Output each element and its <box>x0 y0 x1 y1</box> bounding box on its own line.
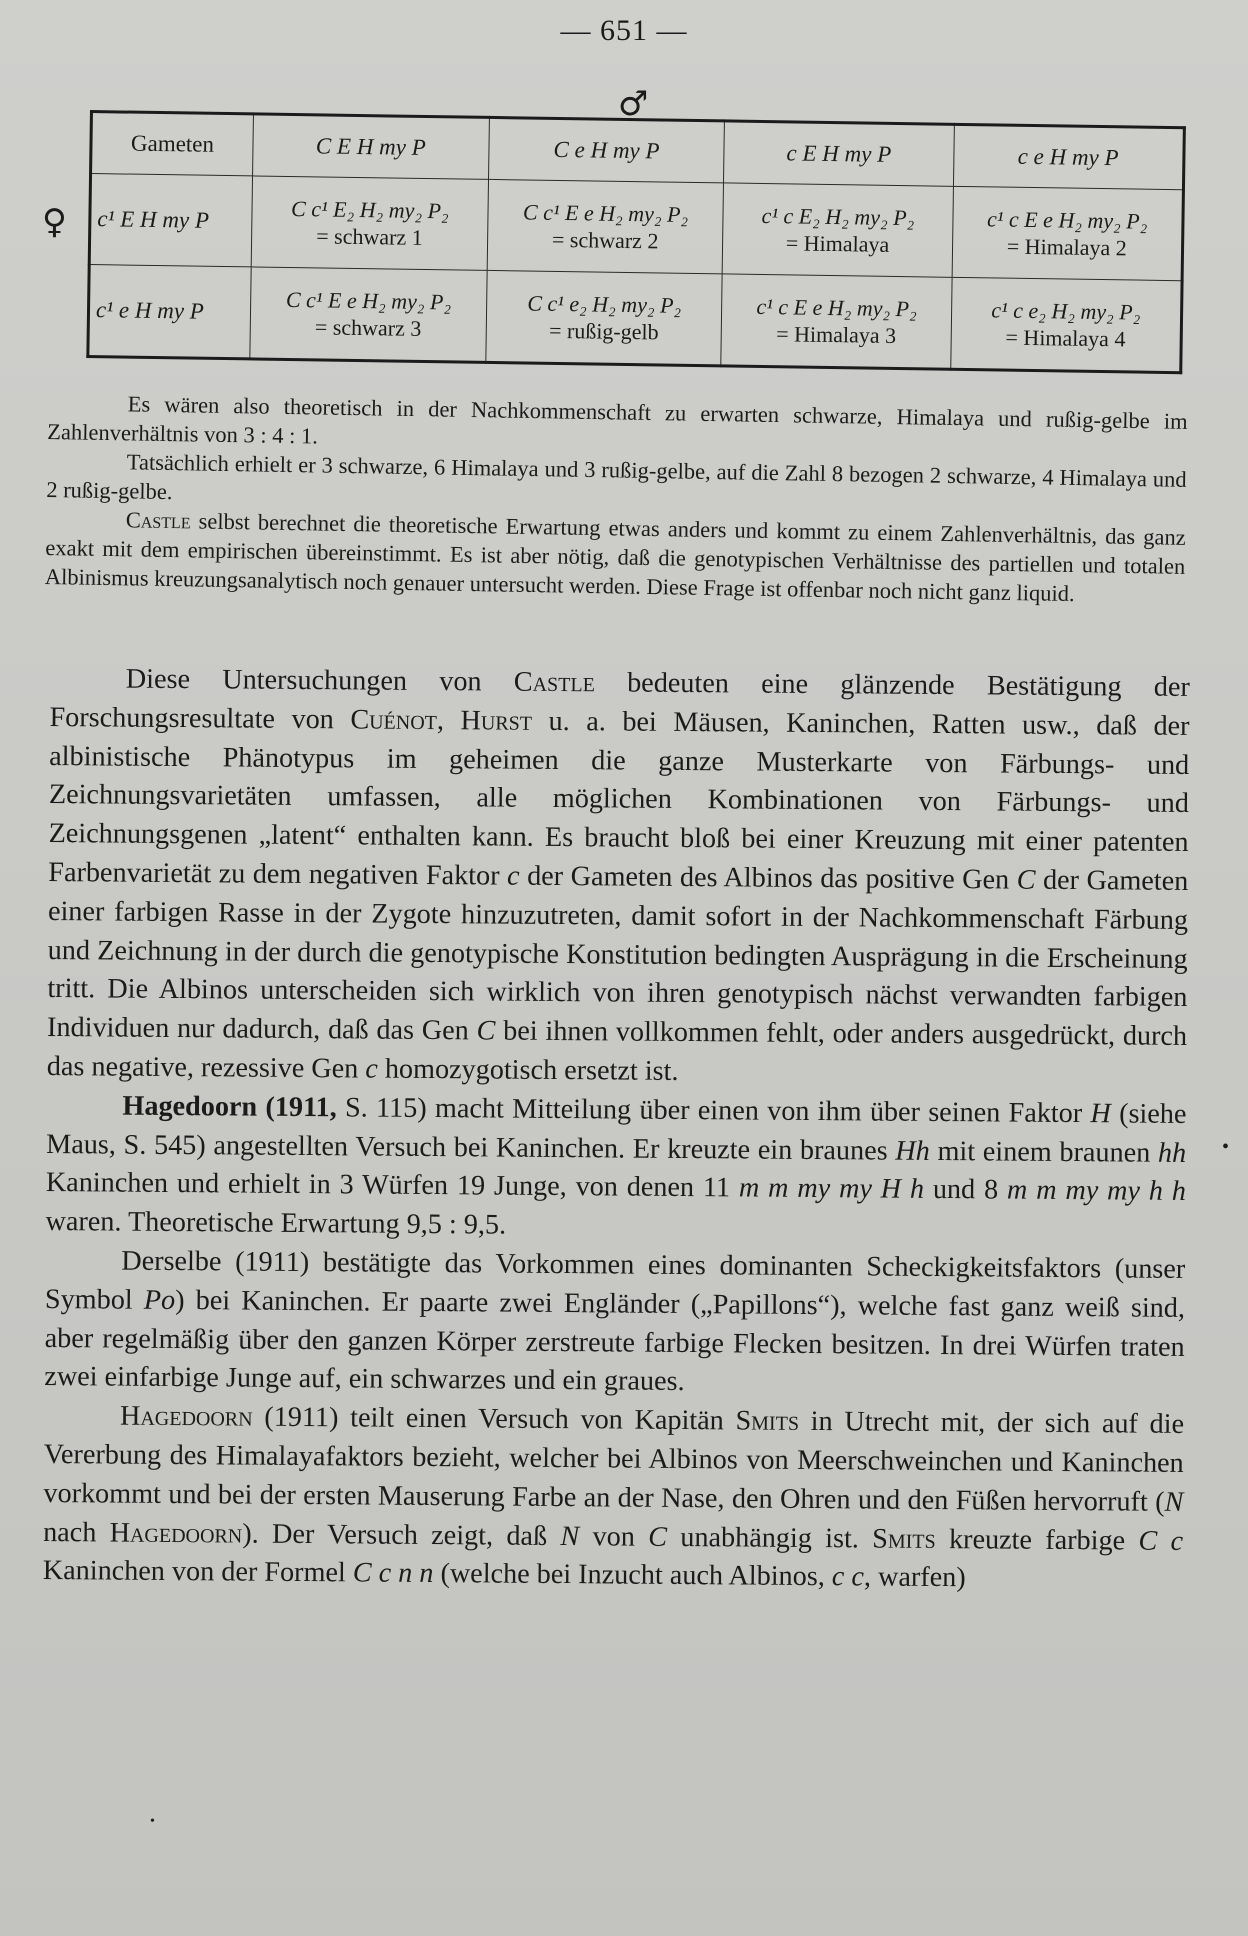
main-text-block <box>43 660 1190 1600</box>
column-header: c E H my P <box>724 121 954 186</box>
male-symbol-icon: ♂ <box>618 84 649 124</box>
table-corner-label: Gameten <box>91 112 254 176</box>
table-cell: c¹ c E e H₂ my₂ P₂ = Himalaya 2 <box>952 186 1184 280</box>
small-paragraph: Castle selbst berechnet die theoretische Erwartung etwas anders und kommt zu einem Zahlenverhältnis, das ganz exakt mit dem empirischen übereinstimmt. Es ist aber nötig, daß die genotypischen Verhältnisse des partiellen und totalen Albinismus kreuzungsanalytisch noch genauer untersucht werden. Diese Frage ist offenbar noch nicht ganz liquid. <box>44 507 1186 607</box>
table-cell: c¹ c E₂ H₂ my₂ P₂ = Himalaya <box>723 183 953 277</box>
body-paragraph: Hagedoorn (1911, S. 115) macht Mitteilung über einen von ihm über seinen Faktor H (siehe Maus, S. 545) angestellten Versuch bei Kaninchen. Er kreuzte ein braunes Hh mit einem braunen hh Kaninchen und erhielt in 3 Würfen 19 Junge, von denen 11 m m my my H h und 8 m m my my h h waren. Theoretische Erwartung 9,5 : 9,5. <box>45 1090 1187 1241</box>
body-paragraph: Hagedoorn (1911) teilt einen Versuch von Kapitän Smits in Utrecht mit, der sich auf die Vererbung des Himalayafaktors bezieht, welcher bei Albinos von Meerschweinchen und Kaninchen vorkommt und bei der ersten Mauserung Farbe an der Nase, den Ohren und den Füßen hervorruft (N nach Hagedoorn). Der Versuch zeigt, daß N von C unabhängig ist. Smits kreuzte farbige C c Kaninchen von der Formel C c n n (welche bei Inzucht auch Albinos, c c, warfen) <box>42 1400 1185 1594</box>
table-cell: C c¹ E e H₂ my₂ P₂ = schwarz 2 <box>487 179 724 273</box>
column-header: C e H my P <box>488 117 725 182</box>
column-header: C E H my P <box>253 114 490 179</box>
page-number: — 651 — <box>560 14 688 47</box>
female-symbol-icon: ♀ <box>42 202 67 242</box>
row-header: c¹ e H my P <box>88 265 251 359</box>
table-cell: c¹ c E e H₂ my₂ P₂ = Himalaya 3 <box>721 274 951 369</box>
body-paragraph: Derselbe (1911) bestätigte das Vorkommen eines dominanten Scheckigkeitsfaktors (unser Symbol Po) bei Kaninchen. Er paarte zwei Engländer („Papillons“), welche fast ganz weiß sind, aber regelmäßig über den ganzen Körper zerstreute farbige Flecken besitzen. In drei Würfen traten zwei einfarbige Junge auf, ein schwarzes und ein graues. <box>44 1245 1186 1398</box>
small-print-block <box>45 388 1188 610</box>
table-cell: C c¹ e₂ H₂ my₂ P₂ = rußig-gelb <box>486 270 723 365</box>
small-paragraph: Es wären also theoretisch in der Nachkommenschaft zu erwarten schwarze, Himalaya und rußig-gelbe im Zahlenverhältnis von 3 : 4 : 1. <box>47 391 1188 449</box>
ink-speck: • <box>1222 1136 1230 1158</box>
row-header: c¹ E H my P <box>89 174 252 267</box>
column-header: c e H my P <box>953 124 1184 189</box>
ink-speck: • <box>150 1814 155 1829</box>
table-cell: C c¹ E e H₂ my₂ P₂ = schwarz 3 <box>250 267 487 362</box>
table-cell: c¹ c e₂ H₂ my₂ P₂ = Himalaya 4 <box>950 277 1182 372</box>
gamete-cross-table <box>86 110 1186 374</box>
table-cell: C c¹ E₂ H₂ my₂ P₂ = schwarz 1 <box>251 176 488 270</box>
body-paragraph: Diese Untersuchungen von Castle bedeuten eine glänzende Bestätigung der Forschungsresultate von Cuénot, Hurst u. a. bei Mäusen, Kaninchen, Ratten usw., daß der albinistische Phänotypus im geheimen die ganze Musterkarte von Färbungs- und Zeichnungsvarietäten umfassen, alle möglichen Kombinationen von Färbungs- und Zeichnungsgenen „latent“ enthalten kann. Es braucht bloß bei einer Kreuzung mit einer patenten Farbenvarietät zu dem negativen Faktor c der Gameten des Albinos das positive Gen C der Gameten einer farbigen Rasse in der Zygote hinzuzutreten, damit sofort in der Nachkommenschaft Färbung und Zeichnung in der durch die genotypische Konstitution bedingten Ausprägung in die Erscheinung tritt. Die Albinos unterscheiden sich wirklich von ihren genotypisch nächst verwandten farbigen Individuen nur dadurch, daß das Gen C bei ihnen vollkommen fehlt, oder anders ausgedrückt, durch das negative, rezessive Gen c homozygotisch ersetzt ist. <box>46 663 1190 1087</box>
small-paragraph: Tatsächlich erhielt er 3 schwarze, 6 Himalaya und 3 rußig-gelbe, auf die Zahl 8 bezogen 2 schwarze, 4 Himalaya und 2 rußig-gelbe. <box>46 449 1187 505</box>
table-row <box>88 265 1182 373</box>
table-row <box>89 174 1183 281</box>
